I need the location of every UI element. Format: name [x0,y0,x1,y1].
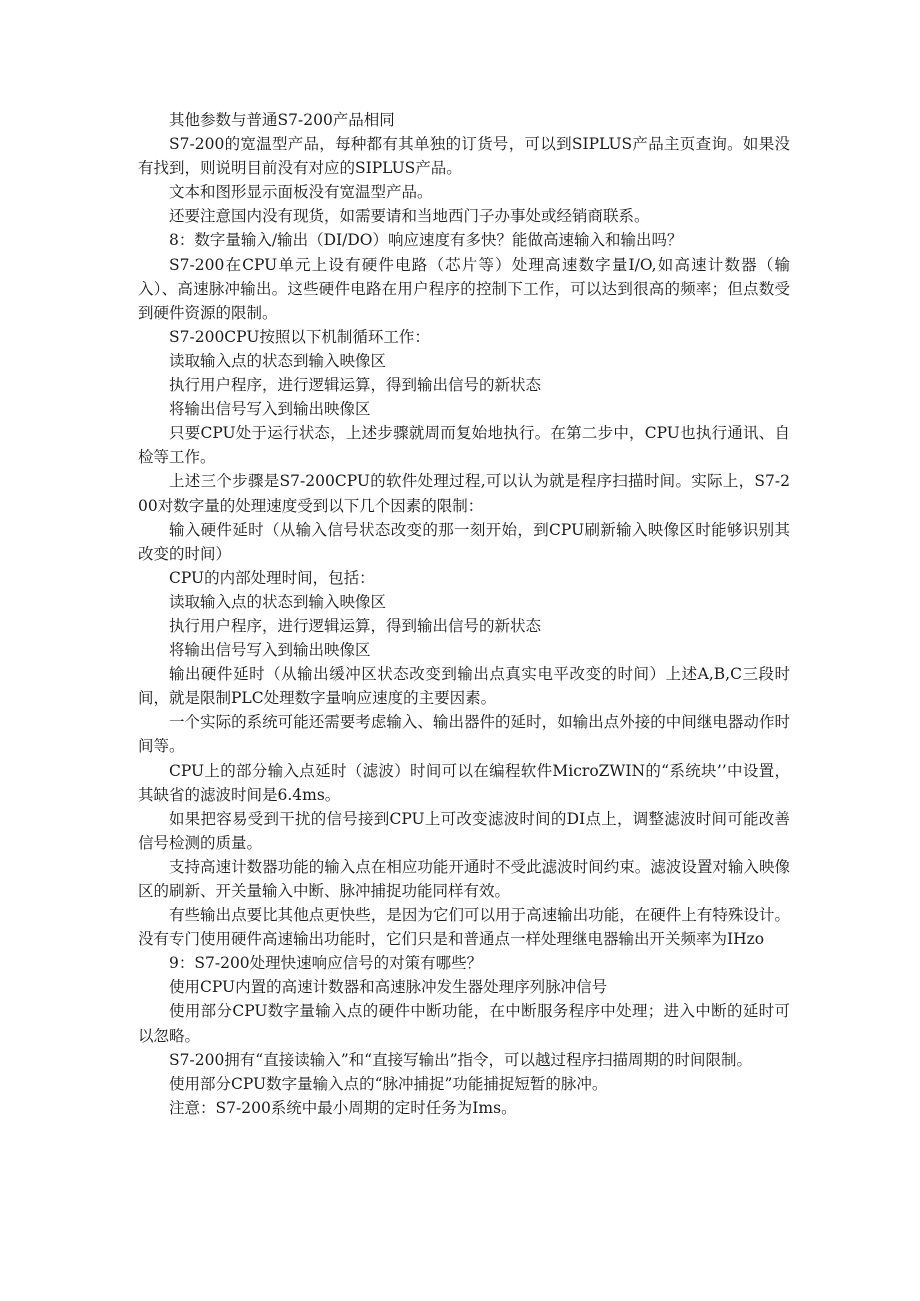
paragraph: S7-200的宽温型产品，每种都有其单独的订货号，可以到SIPLUS产品主页查询。如果没有找到，则说明目前没有对应的SIPLUS产品。 [138,135,790,178]
paragraph: 一个实际的系统可能还需要考虑输入、输出器件的延时，如输出点外接的中间继电器动作时间等。 [138,713,790,756]
paragraph: CPU的内部处理时间，包括： [169,568,375,587]
paragraph: 读取输入点的状态到输入映像区 [169,592,387,611]
paragraph: 使用部分CPU数字量输入点的硬件中断功能，在中断服务程序中处理；进入中断的延时可以忽略。 [138,1002,790,1045]
paragraph: 执行用户程序，进行逻辑运算，得到输出信号的新状态 [169,616,542,635]
paragraph: 支持高速计数器功能的输入点在相应功能开通时不受此滤波时间约束。滤波设置对输入映像区的刷新、开关量输入中断、脉冲捕捉功能同样有效。 [138,857,790,900]
paragraph: S7-200CPU按照以下机制循环工作： [169,327,430,346]
paragraph: 还要注意国内没有现货，如需要请和当地西门子办事处或经销商联系。 [169,207,650,226]
paragraph: 使用CPU内置的高速计数器和高速脉冲发生器处理序列脉冲信号 [169,978,608,997]
paragraph: 注意：S7-200系统中最小周期的定时任务为Ims。 [169,1098,517,1117]
paragraph: 读取输入点的状态到输入映像区 [169,351,387,370]
paragraph: CPU上的部分输入点延时（滤波）时间可以在编程软件MicroZWIN的“系统块’’中设置，其缺省的滤波时间是6.4ms。 [138,761,790,804]
paragraph: 如果把容易受到干扰的信号接到CPU上可改变滤波时间的DI点上，调整滤波时间可能改善信号检测的质量。 [138,809,790,852]
paragraph: 有些输出点要比其他点更快些，是因为它们可以用于高速输出功能，在硬件上有特殊设计。没有专门使用硬件高速输出功能时，它们只是和普通点一样处理继电器输出开关频率为IHzo [138,906,790,949]
paragraph: S7-200拥有“直接读输入”和“直接写输出”指令，可以越过程序扫描周期的时间限制。 [169,1050,753,1069]
paragraph: 输入硬件延时（从输入信号状态改变的那一刻开始，到CPU刷新输入映像区时能够识别其改变的时间） [138,520,790,563]
paragraph: 将输出信号写入到输出映像区 [169,641,371,660]
section-heading: 9：S7-200处理快速响应信号的对策有哪些？ [169,954,483,973]
paragraph: 只要CPU处于运行状态，上述步骤就周而复始地执行。在第二步中，CPU也执行通讯、自检等工作。 [138,424,790,467]
paragraph: 执行用户程序，进行逻辑运算，得到输出信号的新状态 [169,376,542,395]
paragraph: 将输出信号写入到输出映像区 [169,400,371,419]
paragraph: 上述三个步骤是S7-200CPU的软件处理过程,可以认为就是程序扫描时间。实际上，S7-200对数字量的处理速度受到以下几个因素的限制： [138,472,790,515]
document-body [138,108,790,1120]
paragraph: 文本和图形显示面板没有宽温型产品。 [169,183,433,202]
paragraph: S7-200在CPU单元上设有硬件电路（芯片等）处理高速数字量I/O,如高速计数器（输入）、高速脉冲输出。这些硬件电路在用户程序的控制下工作，可以达到很高的频率；但点数受到硬件资源的限制。 [138,255,790,322]
paragraph: 输出硬件延时（从输出缓冲区状态改变到输出点真实电平改变的时间）上述A,B,C三段时间，就是限制PLC处理数字量响应速度的主要因素。 [138,665,790,708]
paragraph: 其他参数与普通S7-200产品相同 [169,111,395,129]
section-heading: 8：数字量输入/输出（DI/DO）响应速度有多快？能做高速输入和输出吗？ [169,231,683,250]
paragraph: 使用部分CPU数字量输入点的“脉冲捕捉”功能捕捉短暂的脉冲。 [169,1074,608,1093]
